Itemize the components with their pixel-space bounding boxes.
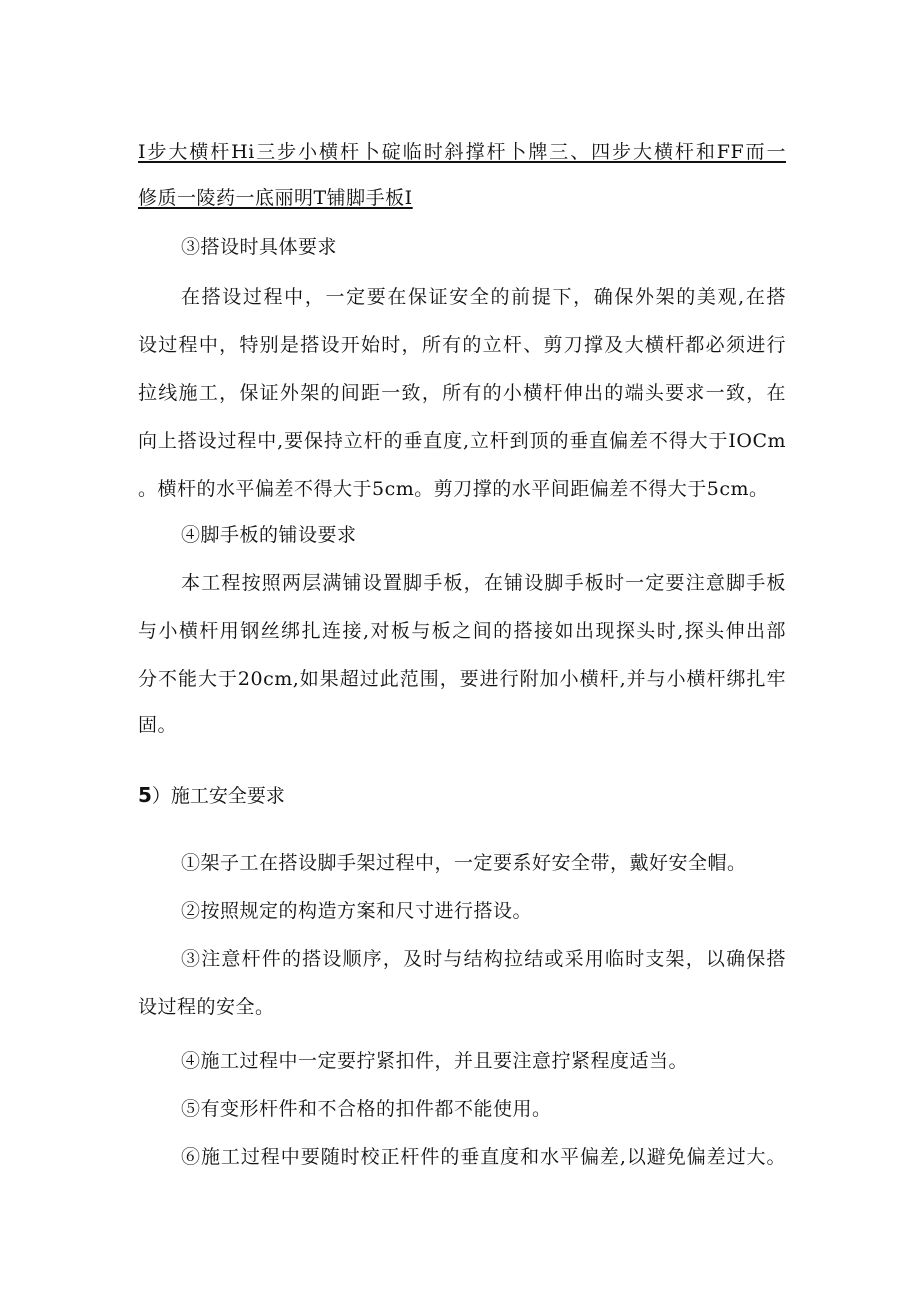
fragment-line-2: 修质一陵药一底丽明T铺脚手板I <box>138 187 413 209</box>
section-4-line-1: 本工程按照两层满铺设置脚手板，在铺设脚手板时一定要注意脚手板 <box>181 572 786 594</box>
safety-item-4: ④施工过程中一定要拧紧扣件，并且要注意拧紧程度适当。 <box>181 1050 689 1072</box>
section-5-number: 5 <box>138 783 152 807</box>
section-5-title: ）施工安全要求 <box>151 785 285 807</box>
fragment-line-1: I步大横杆Hi三步小横杆卜碇临时斜撑杆卜牌三、四步大横杆和FF而一 <box>138 141 786 163</box>
section-3-line-2: 设过程中，特别是搭设开始时，所有的立杆、剪刀撑及大横杆都必须进行 <box>138 334 786 356</box>
safety-item-1: ①架子工在搭设脚手架过程中，一定要系好安全带，戴好安全帽。 <box>181 852 747 874</box>
safety-item-6: ⑥施工过程中要随时校正杆件的垂直度和水平偏差,以避免偏差过大。 <box>181 1146 786 1168</box>
section-4-line-2: 与小横杆用钢丝绑扎连接,对板与板之间的搭接如出现探头时,探头伸出部 <box>138 620 786 642</box>
section-4-line-4: 固。 <box>138 714 178 736</box>
section-4-line-3: 分不能大于20cm,如果超过此范围，要进行附加小横杆,并与小横杆绑扎牢 <box>138 668 786 690</box>
section-3-heading: ③搭设时具体要求 <box>181 236 338 258</box>
section-3-line-1: 在搭设过程中，一定要在保证安全的前提下，确保外架的美观,在搭 <box>181 286 786 308</box>
section-5-heading <box>138 782 786 809</box>
safety-item-3-line-2: 设过程的安全。 <box>138 996 275 1018</box>
section-3-line-3: 拉线施工，保证外架的间距一致，所有的小横杆伸出的端头要求一致，在 <box>138 382 786 404</box>
safety-item-2: ②按照规定的构造方案和尺寸进行搭设。 <box>181 900 533 922</box>
section-3-line-5: 。横杆的水平偏差不得大于5cm。剪刀撑的水平间距偏差不得大于5cm。 <box>138 478 769 500</box>
section-3-line-4: 向上搭设过程中,要保持立杆的垂直度,立杆到顶的垂直偏差不得大于IOCm <box>138 430 786 452</box>
safety-item-3-line-1: ③注意杆件的搭设顺序，及时与结构拉结或采用临时支架，以确保搭 <box>181 948 786 970</box>
section-4-heading: ④脚手板的铺设要求 <box>181 524 357 546</box>
safety-item-5: ⑤有变形杆件和不合格的扣件都不能使用。 <box>181 1098 552 1120</box>
